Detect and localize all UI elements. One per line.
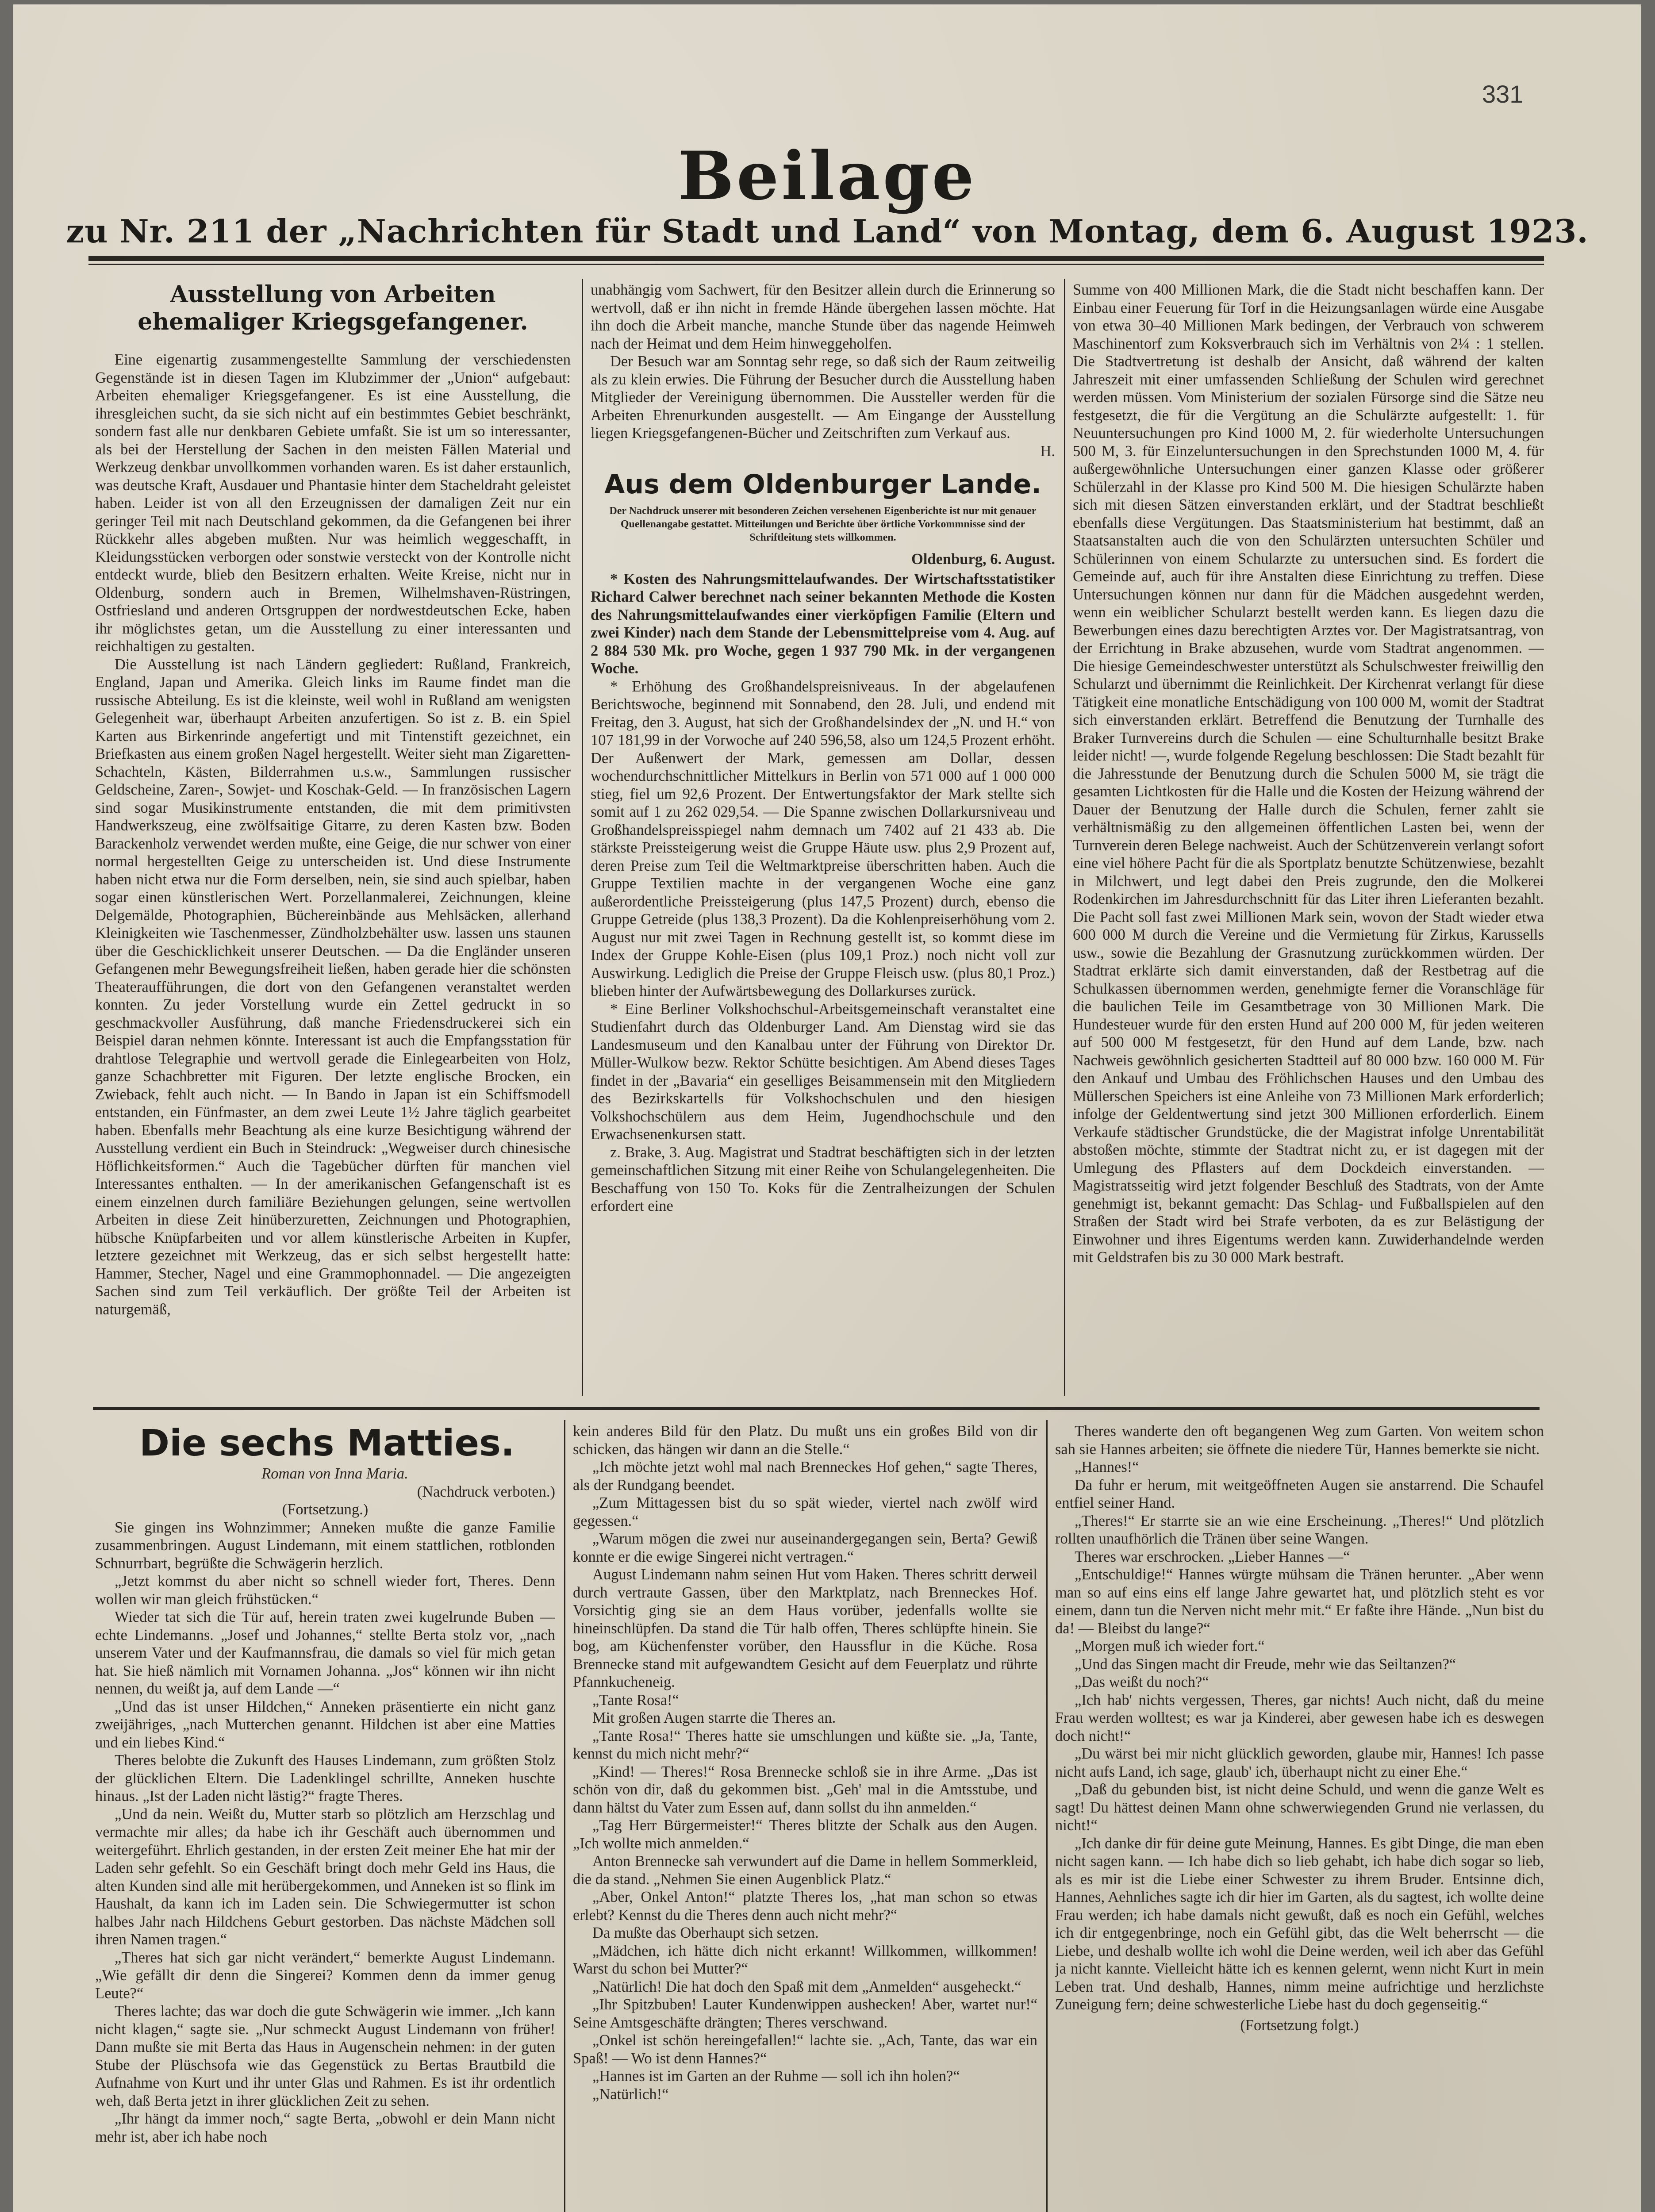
novel-paragraph: „Ich möchte jetzt wohl mal nach Brenneckes Hof gehen,“ sagte Theres, als der Rundgang beendet. xyxy=(573,1459,1037,1494)
novel-paragraph: „Ihr hängt da immer noch,“ sagte Berta, „obwohl er dein Mann nicht mehr ist, aber ich habe noch xyxy=(95,2110,555,2145)
novel-paragraph: „Und da nein. Weißt du, Mutter starb so plötzlich am Herzschlag und vermachte mir alles; da habe ich ihr Geschäft auch übernommen und weitergeführt. Ehrlich gestanden, in der ersten Zeit meiner Ehe hat mir der Laden sehr gefehlt. So ein Geschäft bringt doch mehr Geld ins Haus, die alten Kunden sind alle mit herübergekommen, und Anneken ist so flink im Haushalt, da kann ich im Laden sein. Die Schwiegermutter ist schon halbes Jahr nach Hildchens Geburt gestorben. Das nächste Mädchen soll ihren Namen tragen.“ xyxy=(95,1805,555,1948)
newspaper-page xyxy=(13,4,1641,2212)
article-column-2 xyxy=(591,281,1055,1398)
page-number: 331 xyxy=(1482,80,1524,108)
novel-paragraph: „Warum mögen die zwei nur auseinandergegangen sein, Berta? Gewiß konnte er die ewige Singerei nicht vertragen.“ xyxy=(573,1530,1037,1565)
novel-paragraph: „Theres hat sich gar nicht verändert,“ bemerkte August Lindemann. „Wie gefällt dir denn die Singerei? Kommen denn da immer genug Leute?“ xyxy=(95,1949,555,2002)
novel-paragraph: „Tante Rosa!“ Theres hatte sie umschlungen und küßte sie. „Ja, Tante, kennst du mich nicht mehr?“ xyxy=(573,1727,1037,1762)
continuation-note: (Fortsetzung.) xyxy=(282,1501,369,1518)
novel-paragraph: Sie gingen ins Wohnzimmer; Anneken mußte die ganze Familie zusammenbringen. August Lindemann, mit einem stattlichen, rotblonden Schnurrbart, begrüßte die Schwägerin herzlich. xyxy=(95,1519,555,1572)
novel-paragraph: „Und das ist unser Hildchen,“ Anneken präsentierte ein nicht ganz zweijähriges, „nach Mutterchen genannt. Hildchen ist aber eine Matties und ein liebes Kind.“ xyxy=(95,1698,555,1751)
article-column-3 xyxy=(1073,281,1544,1398)
novel-paragraph: Mit großen Augen starrte die Theres an. xyxy=(592,1709,836,1726)
novel-paragraph: Wieder tat sich die Tür auf, herein traten zwei kugelrunde Buben — echte Lindemanns. „Josef und Johannes,“ stellte Berta stolz vor, „nach unserem Vater und der Kaufmannsfrau, die damals so viel für mich getan hat. Sie hieß nämlich mit Vornamen Johanna. „Jos“ können wir ihn nicht nennen, du weißt ja, auf dem Lande —“ xyxy=(95,1609,555,1697)
novel-paragraph: „Ihr Spitzbuben! Lauter Kundenwippen aushecken! Aber, wartet nur!“ Seine Amtsgeschäfte drängten; Theres verschwand. xyxy=(573,1996,1037,2031)
supplement-subtitle: zu Nr. 211 der „Nachrichten für Stadt und Land“ von Montag, dem 6. August 1923. xyxy=(66,212,1589,250)
header-rule-thin xyxy=(88,264,1544,265)
column-rule xyxy=(1064,279,1065,1396)
novel-column-2 xyxy=(573,1422,1037,2212)
novel-paragraph: „Hannes!“ xyxy=(1075,1459,1139,1475)
news-item: * Eine Berliner Volkshochschul-Arbeitsgemeinschaft veranstaltet eine Studienfahrt durch das Oldenburger Land. Am Dienstag wird sie das Landesmuseum und den Kanalbau unter der Führung von Direktor Dr. Müller-Wulkow bezw. Rektor Schütte besichtigen. Am Abend dieses Tages findet in der „Bavaria“ ein geselliges Beisammensein mit den Mitgliedern des Bezirkskartells für Volkshochschulen und den hiesigen Volkshochschülern aus dem Heim, Jugendhochschule und den Erwachsenenkursen statt. xyxy=(591,1000,1055,1143)
novel-paragraph: „Natürlich!“ xyxy=(592,2085,669,2103)
novel-paragraph: kein anderes Bild für den Platz. Du mußt uns ein großes Bild von dir schicken, das hängen wir dann an die Stelle.“ xyxy=(573,1423,1037,1458)
paragraph: Die Ausstellung ist nach Ländern gegliedert: Rußland, Frankreich, England, Japan und Amerika. Gleich links im Raume findet man die russische Abteilung. Es ist die kleinste, weil wohl in Rußland am wenigsten Gelegenheit war, überhaupt Arbeiten anzufertigen. So ist z. B. ein Spiel Karten aus Birkenrinde angefertigt und mit Tintenstift gezeichnet, ein Briefkasten aus einem großen Nagel hergestellt. Weiter sieht man Zigaretten-Schachteln, Kästen, Bilderrahmen u.s.w., Sammlungen russischer Geldscheine, Zaren-, Sowjet- und Koschak-Geld. — In französischen Lagern sind sogar Musikinstrumente entstanden, die mit dem primitivsten Handwerkszeug, eine zwölfsaitige Gitarre, zu deren Kasten bzw. Boden Barackenholz verwendet werden mußte, eine Geige, die nur schwer von einer normal hergestellten Geige zu unterscheiden ist. Und diese Instrumente haben nicht etwa nur die Form derselben, nein, sie sind auch spielbar, haben sogar einen künstlerischen Wert. Porzellanmalerei, Zeichnungen, kleine Delgemälde, Photographien, Büchereinbände aus Mehlsäcken, allerhand Kleinigkeiten wie Taschenmesser, Zündholzbehälter usw. lassen uns staunen über die Geschicklichkeit unserer Deutschen. — Da die Engländer unseren Gefangenen mehr Bewegungsfreiheit ließen, haben gerade hier die schönsten Theateraufführungen, die dort von den Gefangenen veranstaltet werden konnten. Zu jeder Vorstellung wurde ein Zettel gedruckt in so geschmackvoller Ausführung, daß manche Friedensdruckerei sich ein Beispiel daran nehmen könnte. Interessant ist auch die Empfangsstation für drahtlose Telegraphie und wertvoll gerade die Einlegearbeiten von Holz, ganze Schachbretter mit Figuren. Der letzte englische Brocken, ein Zwieback, fehlt auch nicht. — In Bando in Japan ist ein Schiffsmodell entstanden, ein Fünfmaster, an dem zwei Leute 1½ Jahre täglich gearbeitet haben. Ebenfalls mehr Beachtung als eine kurze Besichtigung während der Ausstellung verdient ein Buch in Steindruck: „Wegweiser durch chinesische Höflichkeitsformen.“ Auch die Tagebücher dürften für manchen viel Interessantes enthalten. — In der amerikanischen Gefangenschaft ist es einem einzelnen durch familiäre Beziehungen gelungen, seine wertvollen Arbeiten in diese Zeit hinüberzuretten, Zeichnungen und Photographien, hübsche Knüpfarbeiten und vor allem künstlerische Arbeiten in Kupfer, letztere gezeichnet mit Werkzeug, das er sich selbst hergestellt hatte: Hammer, Stecher, Nagel und eine Grammophonnadel. — Die angezeigten Sachen sind zum Teil verkäuflich. Der größte Teil der Arbeiten ist naturgemäß, xyxy=(95,656,571,1318)
novel-paragraph: „Aber, Onkel Anton!“ platzte Theres los, „hat man schon so etwas erlebt? Kennst du die Theres denn auch nicht mehr?“ xyxy=(573,1889,1037,1924)
novel-title: Die sechs Matties. xyxy=(139,1422,515,1464)
novel-paragraph: Da fuhr er herum, mit weitgeöffneten Augen sie anstarrend. Die Schaufel entfiel seiner Hand. xyxy=(1055,1476,1544,1511)
news-item: z. Brake, 3. Aug. Magistrat und Stadtrat beschäftigten sich in der letzten gemeinschaftlichen Sitzung mit einer Reihe von Schulangelegenheiten. Die Beschaffung von 150 To. Koks für die Zentralheizungen der Schulen erfordert eine xyxy=(591,1144,1055,1214)
paragraph: Eine eigenartig zusammengestellte Sammlung der verschiedensten Gegenstände ist in diesen Tagen im Klubzimmer der „Union“ aufgebaut: Arbeiten ehemaliger Kriegsgefangener. Es ist eine Ausstellung, die ihresgleichen sucht, da sie sich nicht auf ein bestimmtes Gebiet beschränkt, sondern fast alle nur denkbaren Gebiete umfaßt. Sie ist um so interessanter, als bei der Herstellung der Sachen in den meisten Fällen Material und Werkzeug denkbar unvollkommen vorhanden waren. Es ist daher erstaunlich, was deutsche Kraft, Ausdauer und Phantasie hinter dem Stacheldraht geleistet haben. Leider ist von all den Erzeugnissen der damaligen Zeit nur ein geringer Teil mit nach Deutschland gekommen, da die Gefangenen bei ihrer Rückkehr alles abgeben mußten. Nur was heimlich weggeschafft, in Kleidungsstücken verborgen oder sonstwie versteckt von der Kontrolle nicht entdeckt wurde, blieb den Besitzern erhalten. Weite Kreise, nicht nur in Oldenburg, sondern auch in Bremen, Wilhelmshaven-Rüstringen, Ostfriesland und anderen Ortsgruppen der nordwestdeutschen Ecke, haben ihr möglichstes getan, um die Ausstellung zu einer interessanten und reichhaltigen zu gestalten. xyxy=(95,351,571,655)
news-item: * Kosten des Nahrungsmittelaufwandes. Der Wirtschaftsstatistiker Richard Calwer berechnet nach seiner bekannten Methode die Kosten des Nahrungsmittelaufwandes einer vierköpfigen Familie (Eltern und zwei Kinder) nach dem Stande der Lebensmittelpreise vom 4. Aug. auf 2 884 530 Mk. pro Woche, gegen 1 937 790 Mk. in der vergangenen Woche. xyxy=(591,570,1055,677)
novel-column-1 xyxy=(95,1422,555,2212)
column-rule xyxy=(564,1420,565,2212)
novel-author: Roman von Inna Maria. xyxy=(261,1465,408,1482)
reprint-notice: (Nachdruck verboten.) xyxy=(417,1483,555,1500)
news-item: * Erhöhung des Großhandelspreisniveaus. In der abgelaufenen Berichtswoche, beginnend mit Sonnabend, den 28. Juli, und endend mit Freitag, den 3. August, hat sich der Großhandelsindex der „N. und H.“ von 107 181,99 in der Vorwoche auf 240 596,58, also um 124,5 Prozent erhöht. Der Außenwert der Mark, gemessen am Dollar, dessen wochendurchschnittlicher Mittelkurs in Berlin von 571 000 auf 1 000 000 stieg, fiel um 92,6 Prozent. Der Entwertungsfaktor der Mark stellte sich somit auf 1 zu 262 029,54. — Die Spanne zwischen Dollarkursniveau und Großhandelspreisspiegel nahm demnach um 7402 auf 21 433 ab. Die stärkste Preissteigerung weist die Gruppe Häute usw. plus 2,9 Prozent auf, deren Preise zum Teil die Weltmarktpreise überschritten haben. Auch die Gruppe Textilien machte in der vergangenen Woche eine ganz außerordentliche Preissteigerung (plus 147,5 Prozent) durch, ebenso die Gruppe Getreide (plus 138,3 Prozent). Da die Kohlenpreiserhöhung vom 2. August nur mit zwei Tagen in Rechnung gestellt ist, so kommt diese im Index der Gruppe Kohle-Eisen (plus 109,1 Proz.) noch nicht voll zur Auswirkung. Lediglich die Preise der Gruppe Fleisch usw. (plus 80,1 Proz.) blieben hinter der Aufwärtsbewegung des Dollarkurses zurück. xyxy=(591,678,1055,999)
novel-paragraph: „Hannes ist im Garten an der Ruhme — soll ich ihn holen?“ xyxy=(592,2068,960,2085)
paragraph: unabhängig vom Sachwert, für den Besitzer allein durch die Erinnerung so wertvoll, daß er ihn nicht in fremde Hände übergehen lassen möchte. Hat ihn doch die Arbeit manche, manche Stunde über das nagende Heimweh nach der Heimat und dem Heim hinweggeholfen. xyxy=(591,281,1055,352)
novel-paragraph: „Ich danke dir für deine gute Meinung, Hannes. Es gibt Dinge, die man eben nicht sagen kann. — Ich habe dich so lieb gehabt, ich habe dich sogar so lieb, als es mir ist die Liebe einer Schwester zu ihrem Bruder. Entsinne dich, Hannes, Aehnliches sagte ich dir hier im Garten, als du sagtest, ich wollte deine Frau werden; ich habe damals nicht gewußt, daß es noch ein Gefühl, welches ich dir entgegenbringe, noch ein Gefühl gibt, das die Welt beherrscht — die Liebe, und deshalb wollte ich wohl die Deine werden, weil ich aber das Gefühl ja nicht kannte. Vielleicht hätte ich es kennen gelernt, wenn nicht Kurt in mein Leben trat. Und deshalb, Hannes, nimm meine aufrichtige und herzlichste Zuneigung fern; deine schwesterliche Liebe hast du doch gegenseitig.“ xyxy=(1055,1835,1544,2013)
novel-paragraph: „Du wärst bei mir nicht glücklich geworden, glaube mir, Hannes! Ich passe nicht aufs Land, ich sage, glaub' ich, überhaupt nicht zu einer Ehe.“ xyxy=(1055,1745,1544,1780)
novel-paragraph: Theres belobte die Zukunft des Hauses Lindemann, zum größten Stolz der glücklichen Eltern. Die Ladenklingel schrillte, Anneken huschte hinaus. „Ist der Laden nicht lästig?“ fragte Theres. xyxy=(95,1752,555,1805)
article-exhibition xyxy=(95,281,571,1398)
novel-paragraph: Theres wanderte den oft begangenen Weg zum Garten. Von weitem schon sah sie Hannes arbeiten; sie öffnete die niedere Tür, Hannes bemerkte sie nicht. xyxy=(1055,1423,1544,1458)
novel-paragraph: „Tag Herr Bürgermeister!“ Theres blitzte der Schalk aus den Augen. „Ich wollte mich anmelden.“ xyxy=(573,1817,1037,1852)
novel-paragraph: Anton Brennecke sah verwundert auf die Dame in hellem Sommerkleid, die da stand. „Nehmen Sie einen Augenblick Platz.“ xyxy=(573,1853,1037,1888)
section-note: Der Nachdruck unserer mit besonderen Zeichen versehenen Eigenberichte ist nur mit genauer Quellenangabe gestattet. Mitteilungen und Berichte über örtliche Vorkommnisse sind der Schriftleitung stets willkommen. xyxy=(609,505,1037,543)
author-sign: H. xyxy=(1040,442,1055,460)
novel-paragraph: „Zum Mittagessen bist du so spät wieder, viertel nach zwölf wird gegessen.“ xyxy=(573,1494,1037,1529)
novel-paragraph: „Mädchen, ich hätte dich nicht erkannt! Willkommen, willkommen! Warst du schon bei Mutter?“ xyxy=(573,1942,1037,1977)
column-rule xyxy=(1046,1420,1048,2212)
novel-paragraph: „Theres!“ Er starrte sie an wie eine Erscheinung. „Theres!“ Und plötzlich rollten unaufhörlich die Tränen über seine Wangen. xyxy=(1055,1512,1544,1547)
novel-paragraph: Da mußte das Oberhaupt sich setzen. xyxy=(592,1924,819,1941)
novel-paragraph: „Natürlich! Die hat doch den Spaß mit dem „Anmelden“ ausgeheckt.“ xyxy=(592,1978,1021,1995)
paragraph: Summe von 400 Millionen Mark, die die Stadt nicht beschaffen kann. Der Einbau einer Feuerung für Torf in die Heizungsanlagen würde eine Ausgabe von etwa 30–40 Millionen Mark bedingen, der Verbrauch von schwerem Maschinentorf zum Koksverbrauch sich im Verhältnis von 2¼ : 1 stellen. Die Stadtvertretung ist deshalb der Ansicht, daß während der kalten Jahreszeit mit einer umfassenden Schließung der Schulen wird gerechnet werden müssen. Vom Ministerium der sozialen Fürsorge sind die Sätze neu festgesetzt, die für die Vergütung an die Schulärzte aufgestellt: 1. für Neuuntersuchungen pro Kind 1000 M, 2. für wiederholte Untersuchungen 500 M, 3. für Einzeluntersuchungen in den Sprechstunden 1000 M, 4. für außergewöhnliche Untersuchungen einer ganzen Klasse oder größerer Schülerzahl in der Klasse pro Kind 500 M. Die hiesigen Schulärzte haben sich mit diesen Sätzen einverstanden erklärt, und der Stadtrat beschließt ebenfalls diese Vergütungen. Das Staatsministerium hat bestimmt, daß an Staatsanstalten auch die von den Schulärzten untersuchten Schüler und Schülerinnen von einem Schularzte zu untersuchen sind. Es fordert die Gemeinde auf, auch für ihre Anstalten diese Einrichtung zu treffen. Diese Untersuchungen können nur dann für die Mädchen ausgedehnt werden, wenn ein weiblicher Schularzt bestellt werden kann. Es liegen dazu die Bewerbungen eines dazu berechtigten Arztes vor. Der Magistratsantrag, von der Errichtung in Brake abzusehen, wurde vom Stadtrat angenommen. — Die hiesige Gemeindeschwester unterstützt als Schulschwester freiwillig den Schularzt und übernimmt die Reinlichkeit. Der Kirchenrat verlangt für diese Tätigkeit eine monatliche Entschädigung von 100 000 M, womit der Stadtrat sich einverstanden erklärt. Betreffend die Benutzung der Turnhalle des Braker Turnvereins durch die Schulen — eine Schulturnhalle besitzt Brake leider nicht! —, wurde folgende Regelung beschlossen: Die Stadt bezahlt für die Jahresstunde der Benutzung durch die Schulen 5000 M, sie trägt die gesamten Lichtkosten für die Halle und die Kosten der Heizung während der Dauer der Benutzung der Halle durch die Schulen, ferner zahlt sie verhältnismäßig zu den allgemeinen öffentlichen Lasten bei, wenn der Turnverein deren Belege nachweist. Auch der Schützenverein verlangt sofort eine viel höhere Pacht für die als Sportplatz benutzte Schützenwiese, bezahlt in Milchwert, und legt dabei den Preis zugrunde, den die Molkerei Rodenkirchen im Jahresdurchschnitt für das Liter ihren Lieferanten bezahlt. Die Pacht soll fast zwei Millionen Mark sein, wovon der Stadt wieder etwa 600 000 M durch die Vereine und die Vermietung für Zirkus, Karussells usw., sowie die Bezahlung der Grasnutzung zurückkommen würden. Der Stadtrat erklärte sich damit einverstanden, daß der Restbetrag auf die Schulkassen übernommen werden, genehmigte ferner die Voranschläge für die baulichen Teile im Gesamtbetrage von 30 Millionen Mark. Die Hundesteuer wurde für den ersten Hund auf 200 000 M, für jeden weiteren auf 500 000 M festgesetzt, für den Hund auf dem Lande, bzw. nach Nachweis gewöhnlich gesicherten Stadtteil auf 80 000 bzw. 160 000 M. Für den Ankauf und Umbau des Fröhlichschen Hauses und den Umbau des Müllerschen Speichers ist eine Anleihe von 73 Millionen Mark erforderlich; infolge der Geldentwertung sind jetzt 300 Millionen erforderlich. Einem Verkaufe städtischer Grundstücke, die der Magistrat infolge Unrentabilität abstoßen möchte, stimmte der Stadtrat nicht zu, er ist dagegen mit der Umlegung des Pflasters auf dem Dockdeich einverstanden. — Magistratsseitig wird jetzt folgender Beschluß des Stadtrats, von der Amte genehmigt ist, bekannt gemacht: Das Schlag- und Fußballspielen auf den Straßen der Stadt wird bei Strafe verboten, da es zur Belästigung der Einwohner und ihres Eigentums werden kann. Zuwiderhandelnde werden mit Geldstrafen bis zu 30 000 Mark bestraft. xyxy=(1073,281,1544,1266)
novel-paragraph: „Kind! — Theres!“ Rosa Brennecke schloß sie in ihre Arme. „Das ist schön von dir, daß du gekommen bist. „Geh' mal in die Amtsstube, und dann hältst du Vater zum Essen auf, dann sollst du ihn anmelden.“ xyxy=(573,1763,1037,1816)
to-be-continued: (Fortsetzung folgt.) xyxy=(1240,2016,1359,2034)
section-rule xyxy=(93,1407,1540,1410)
paragraph: Der Besuch war am Sonntag sehr rege, so daß sich der Raum zeitweilig als zu klein erwies. Die Führung der Besucher durch die Ausstellung haben Mitglieder der Vereinigung übernommen. Die Aussteller werden für die Arbeiten Ehrenurkunden ausgestellt. — Am Eingange der Ausstellung liegen Kriegsgefangenen-Bücher und Zeitschriften zum Verkauf aus. xyxy=(591,353,1055,442)
novel-paragraph: „Tante Rosa!“ xyxy=(592,1691,679,1709)
novel-paragraph: Theres lachte; das war doch die gute Schwägerin wie immer. „Ich kann nicht klagen,“ sagte sie. „Nur schmeckt August Lindemann von früher! Dann mußte sie mit Berta das Haus in Augenschein nehmen: in der guten Stube der Plüschsofa wie das Gegenstück zu Bertas Brautbild die Aufnahme von Kurt und ihr unter Glas und Rahmen. Es ist ihr ordentlich weh, daß Berta jetzt in ihrer glücklichen Zeit zu sehen. xyxy=(95,2003,555,2109)
section-heading: Aus dem Oldenburger Lande. xyxy=(604,469,1041,500)
novel-paragraph: August Lindemann nahm seinen Hut vom Haken. Theres schritt derweil durch vertraute Gassen, über den Marktplatz, nach Brenneckes Hof. Vorsichtig ging sie an dem Haus vorüber, jedenfalls wollte sie hineinschlüpfen. Da stand die Tür halb offen, Theres schlüpfte hinein. Sie bog, am Küchenfenster vorüber, den Haussflur in die Küche. Rosa Brennecke stand mit aufgewandtem Gesicht auf dem Feuerplatz und rührte Pfannkucheneig. xyxy=(573,1566,1037,1690)
novel-column-3 xyxy=(1055,1422,1544,2212)
novel-paragraph: „Daß du gebunden bist, ist nicht deine Schuld, und wenn die ganze Welt es sagt! Du hättest deinen Mann ohne schwerwiegenden Grund nie verlassen, du nicht!“ xyxy=(1055,1781,1544,1834)
novel-paragraph: „Und das Singen macht dir Freude, mehr wie das Seiltanzen?“ xyxy=(1075,1655,1456,1673)
supplement-title: Beilage xyxy=(678,137,977,215)
novel-paragraph: „Entschuldige!“ Hannes würgte mühsam die Tränen herunter. „Aber wenn man so auf eins eins elf lange Jahre gewartet hat, und plötzlich steht es vor einem, dann tun die Nerven nicht mehr mit.“ Er faßte ihre Hände. „Nun bist du da! — Bleibst du lange?“ xyxy=(1055,1566,1544,1637)
column-rule xyxy=(582,279,583,1396)
article-heading: Ausstellung von Arbeiten ehemaliger Kriegsgefangener. xyxy=(138,281,528,335)
novel-paragraph: „Morgen muß ich wieder fort.“ xyxy=(1075,1638,1265,1655)
novel-paragraph: „Ich hab' nichts vergessen, Theres, gar nichts! Auch nicht, daß du meine Frau werden wolltest; es war ja Kinderei, aber gewesen habe ich es deswegen doch nicht!“ xyxy=(1055,1691,1544,1744)
novel-paragraph: „Jetzt kommst du aber nicht so schnell wieder fort, Theres. Denn wollen wir man gleich frühstücken.“ xyxy=(95,1573,555,1608)
dateline: Oldenburg, 6. August. xyxy=(911,551,1055,568)
novel-paragraph: Theres war erschrocken. „Lieber Hannes —“ xyxy=(1075,1548,1350,1565)
header-rule xyxy=(88,256,1544,261)
novel-paragraph: „Onkel ist schön hereingefallen!“ lachte sie. „Ach, Tante, das war ein Spaß! — Wo ist denn Hannes?“ xyxy=(573,2032,1037,2067)
novel-paragraph: „Das weißt du noch?“ xyxy=(1075,1674,1209,1690)
